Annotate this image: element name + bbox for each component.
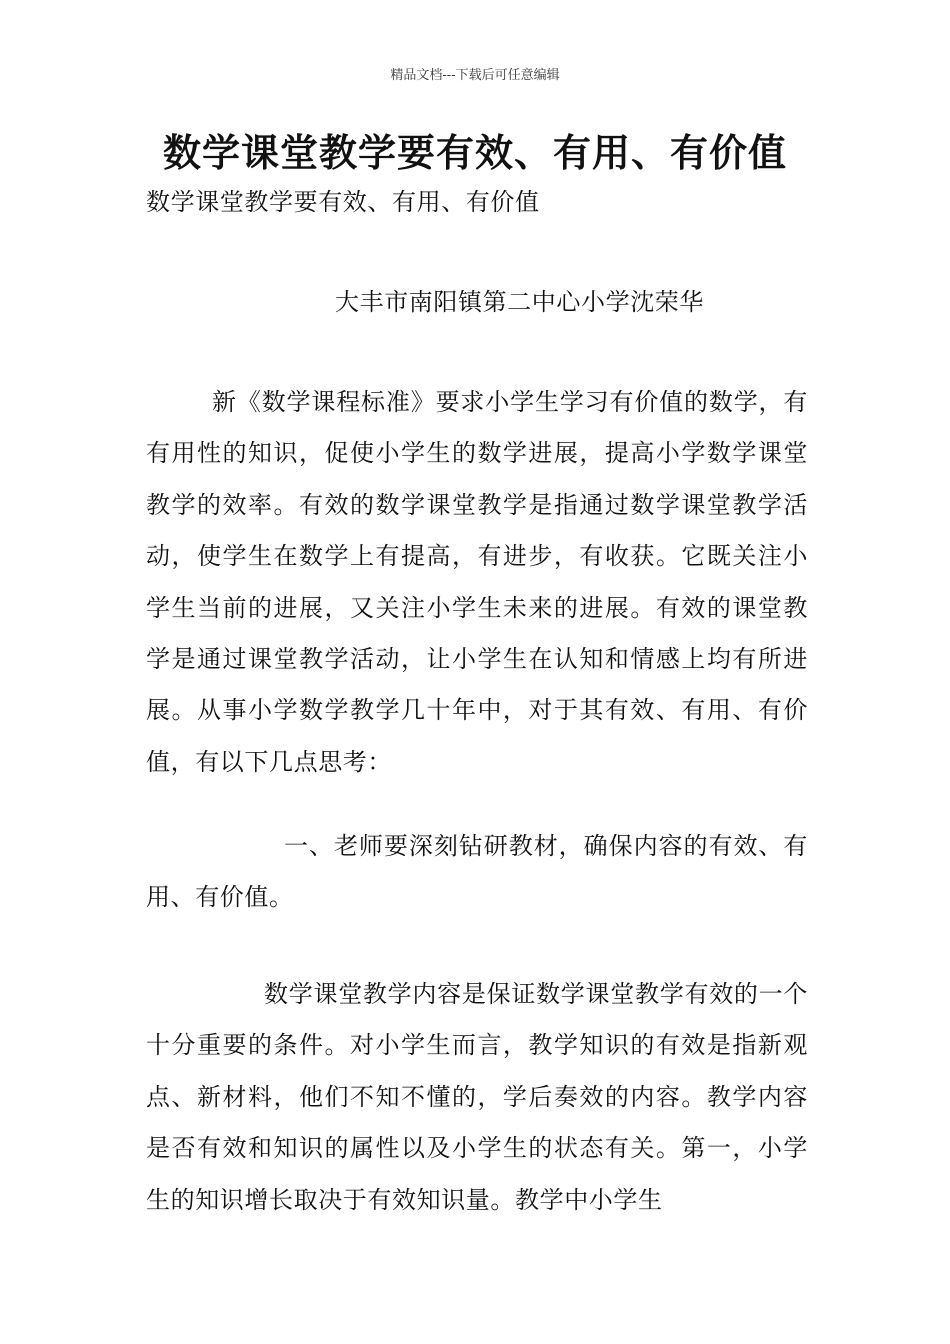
document-title: 数学课堂教学要有效、有用、有价值 xyxy=(162,130,787,175)
page-header: 精品文档---下载后可任意编辑 xyxy=(390,68,560,83)
section-heading-1: 一、老师要深刻钻研教材，确保内容的有效、有用、有价值。 xyxy=(146,832,808,912)
document-subtitle: 数学课堂教学要有效、有用、有价值 xyxy=(146,188,540,216)
paragraph-section-1: 数学课堂教学内容是保证数学课堂教学有效的一个十分重要的条件。对小学生而言，教学知识的有效是指新观点、新材料，他们不知不懂的，学后奏效的内容。教学内容是否有效和知识的属性以及小学生的状态有关。第一，小学生的知识增长取决于有效知识量。教学中小学生 xyxy=(146,980,808,1214)
author-line: 大丰市南阳镇第二中心小学沈荣华 xyxy=(335,288,704,316)
paragraph-intro: 新《数学课程标准》要求小学生学习有价值的数学，有有用性的知识，促使小学生的数学进展，提高小学数学课堂教学的效率。有效的数学课堂教学是指通过数学课堂教学活动，使学生在数学上有提高，有进步，有收获。它既关注小学生当前的进展，又关注小学生未来的进展。有效的课堂教学是通过课堂教学活动，让小学生在认知和情感上均有所进展。从事小学数学教学几十年中，对于其有效、有用、有价值，有以下几点思考： xyxy=(146,388,808,776)
